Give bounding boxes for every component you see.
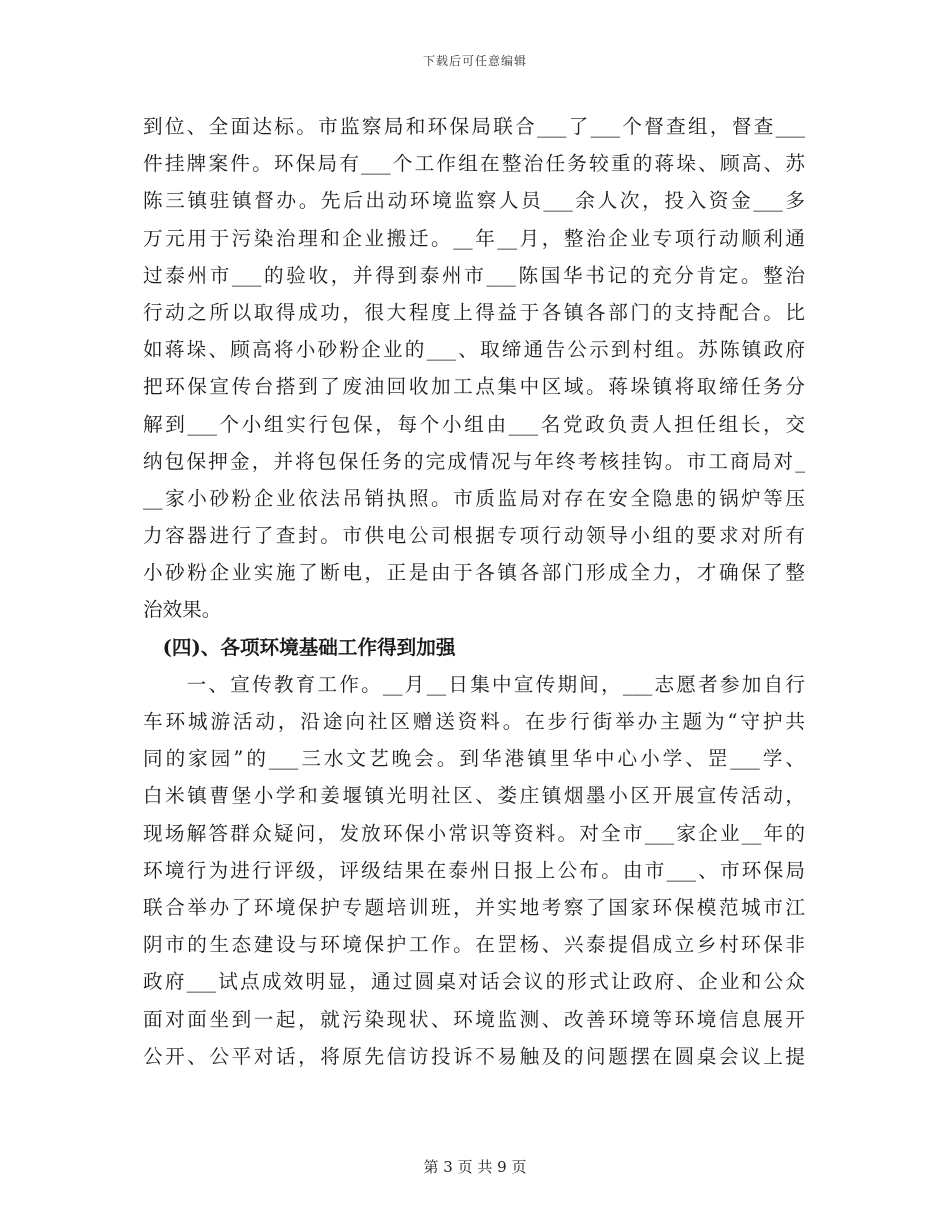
text-line: 车环城游活动，沿途向社区赠送资料。在步行街举办主题为“守护共 (143, 710, 805, 733)
text-line: 过泰州市___的验收，并得到泰州市___陈国华书记的充分肯定。整治 (143, 263, 805, 287)
page-header: 下载后可任意编辑 (422, 54, 527, 68)
text-line: 陈三镇驻镇督办。先后出动环境监察人员___余人次，投入资金___多 (143, 189, 805, 213)
text-line: 行动之所以取得成功，很大程度上得益于各镇各部门的支持配合。比 (143, 300, 805, 324)
text-line: 力容器进行了查封。市供电公司根据专项行动领导小组的要求对所有 (143, 524, 805, 548)
text-line: 把环保宣传台搭到了废油回收加工点集中区域。蒋垛镇将取缔任务分 (143, 375, 805, 399)
text-line: 联合举办了环境保护专题培训班，并实地考察了国家环保模范城市江 (143, 895, 805, 919)
text-line: 公开、公平对话，将原先信访投诉不易触及的问题摆在圆桌会议上提 (143, 1044, 805, 1068)
text-line: 小砂粉企业实施了断电，正是由于各镇各部门形成全力，才确保了整 (143, 561, 805, 585)
text-line: 白米镇曹堡小学和姜堰镇光明社区、娄庄镇烟墨小区开展宣传活动， (143, 784, 805, 808)
text-line: 一、宣传教育工作。__月__日集中宣传期间，___志愿者参加自行 (143, 672, 805, 696)
document-body (143, 108, 805, 1075)
page-footer: 第 3 页 共 9 页 (423, 1158, 527, 1176)
section-heading: (四)、各项环境基础工作得到加强 (143, 635, 456, 659)
text-line: 政府___试点成效明显，通过圆桌对话会议的形式让政府、企业和公众 (143, 970, 805, 994)
text-line: 治效果。 (143, 598, 222, 622)
text-line: 阴市的生态建设与环境保护工作。在罡杨、兴泰提倡成立乡村环保非 (143, 933, 805, 957)
text-line: 环境行为进行评级，评级结果在泰州日报上公布。由市___、市环保局 (143, 858, 805, 882)
text-line: 件挂牌案件。环保局有___个工作组在整治任务较重的蒋垛、顾高、苏 (143, 152, 805, 176)
text-line: 同的家园”的___三水文艺晚会。到华港镇里华中心小学、罡___学、 (143, 747, 805, 771)
text-line: 现场解答群众疑问，发放环保小常识等资料。对全市___家企业__年的 (143, 821, 805, 845)
text-line: __家小砂粉企业依法吊销执照。市质监局对存在安全隐患的锅炉等压 (143, 486, 805, 510)
text-line: 万元用于污染治理和企业搬迁。__年__月，整治企业专项行动顺利通 (143, 226, 805, 250)
text-line: 纳包保押金，并将包保任务的完成情况与年终考核挂钩。市工商局对_ (143, 449, 805, 473)
text-line: 解到___个小组实行包保，每个小组由___名党政负责人担任组长，交 (143, 412, 805, 436)
text-line: 到位、全面达标。市监察局和环保局联合___了___个督查组，督查___ (143, 115, 805, 138)
text-line: 面对面坐到一起，就污染现状、环境监测、改善环境等环境信息展开 (143, 1007, 805, 1031)
text-line: 如蒋垛、顾高将小砂粉企业的___、取缔通告公示到村组。苏陈镇政府 (143, 338, 805, 362)
